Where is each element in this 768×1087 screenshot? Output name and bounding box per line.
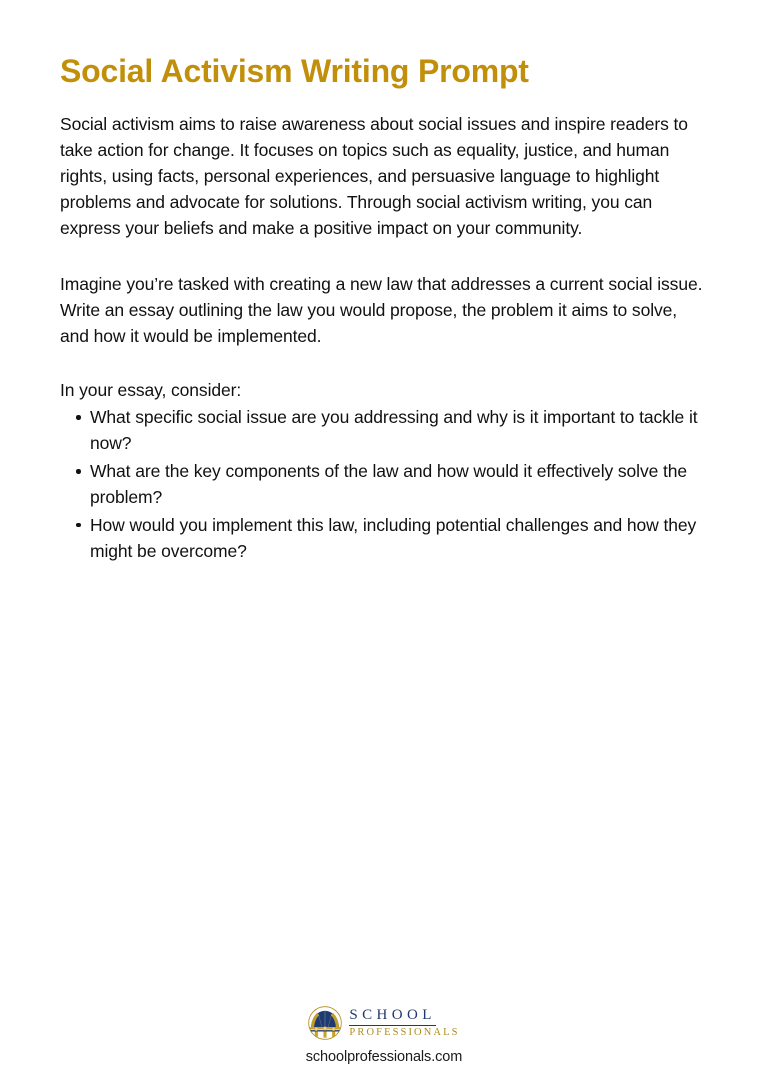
task-paragraph: Imagine you’re tasked with creating a new law that addresses a current social issue. Write an essay outlining the law you would propose, the problem it aims to solve, and how it would be implemented. [60, 273, 703, 346]
brand-wordmark [349, 1008, 459, 1039]
consider-list [60, 405, 710, 564]
consider-lead-in: In your essay, consider: [60, 379, 242, 400]
page-footer [0, 1004, 768, 1065]
site-url: schoolprofessionals.com [305, 1049, 463, 1065]
list-item: What specific social issue are you addressing and why is it important to tackle it now? [90, 405, 710, 457]
page-title: Social Activism Writing Prompt [60, 53, 529, 89]
list-item: What are the key components of the law and how would it effectively solve the problem? [90, 459, 710, 511]
brand-wordmark-line2: PROFESSIONALS [349, 1026, 460, 1038]
brand-wordmark-line1: SCHOOL [349, 1008, 435, 1026]
school-professionals-emblem-icon [308, 1006, 342, 1040]
brand-logo [0, 1004, 768, 1042]
intro-paragraph: Social activism aims to raise awareness about social issues and inspire readers to take action for change. It focuses on topics such as equality, justice, and human rights, using facts, personal experiences, and persuasive language to highlight problems and advocate for solutions. Through social activism writing, you can express your beliefs and make a positive impact on your community. [60, 114, 688, 238]
list-item: How would you implement this law, including potential challenges and how they might be overcome? [90, 513, 710, 565]
document-content [60, 52, 710, 567]
